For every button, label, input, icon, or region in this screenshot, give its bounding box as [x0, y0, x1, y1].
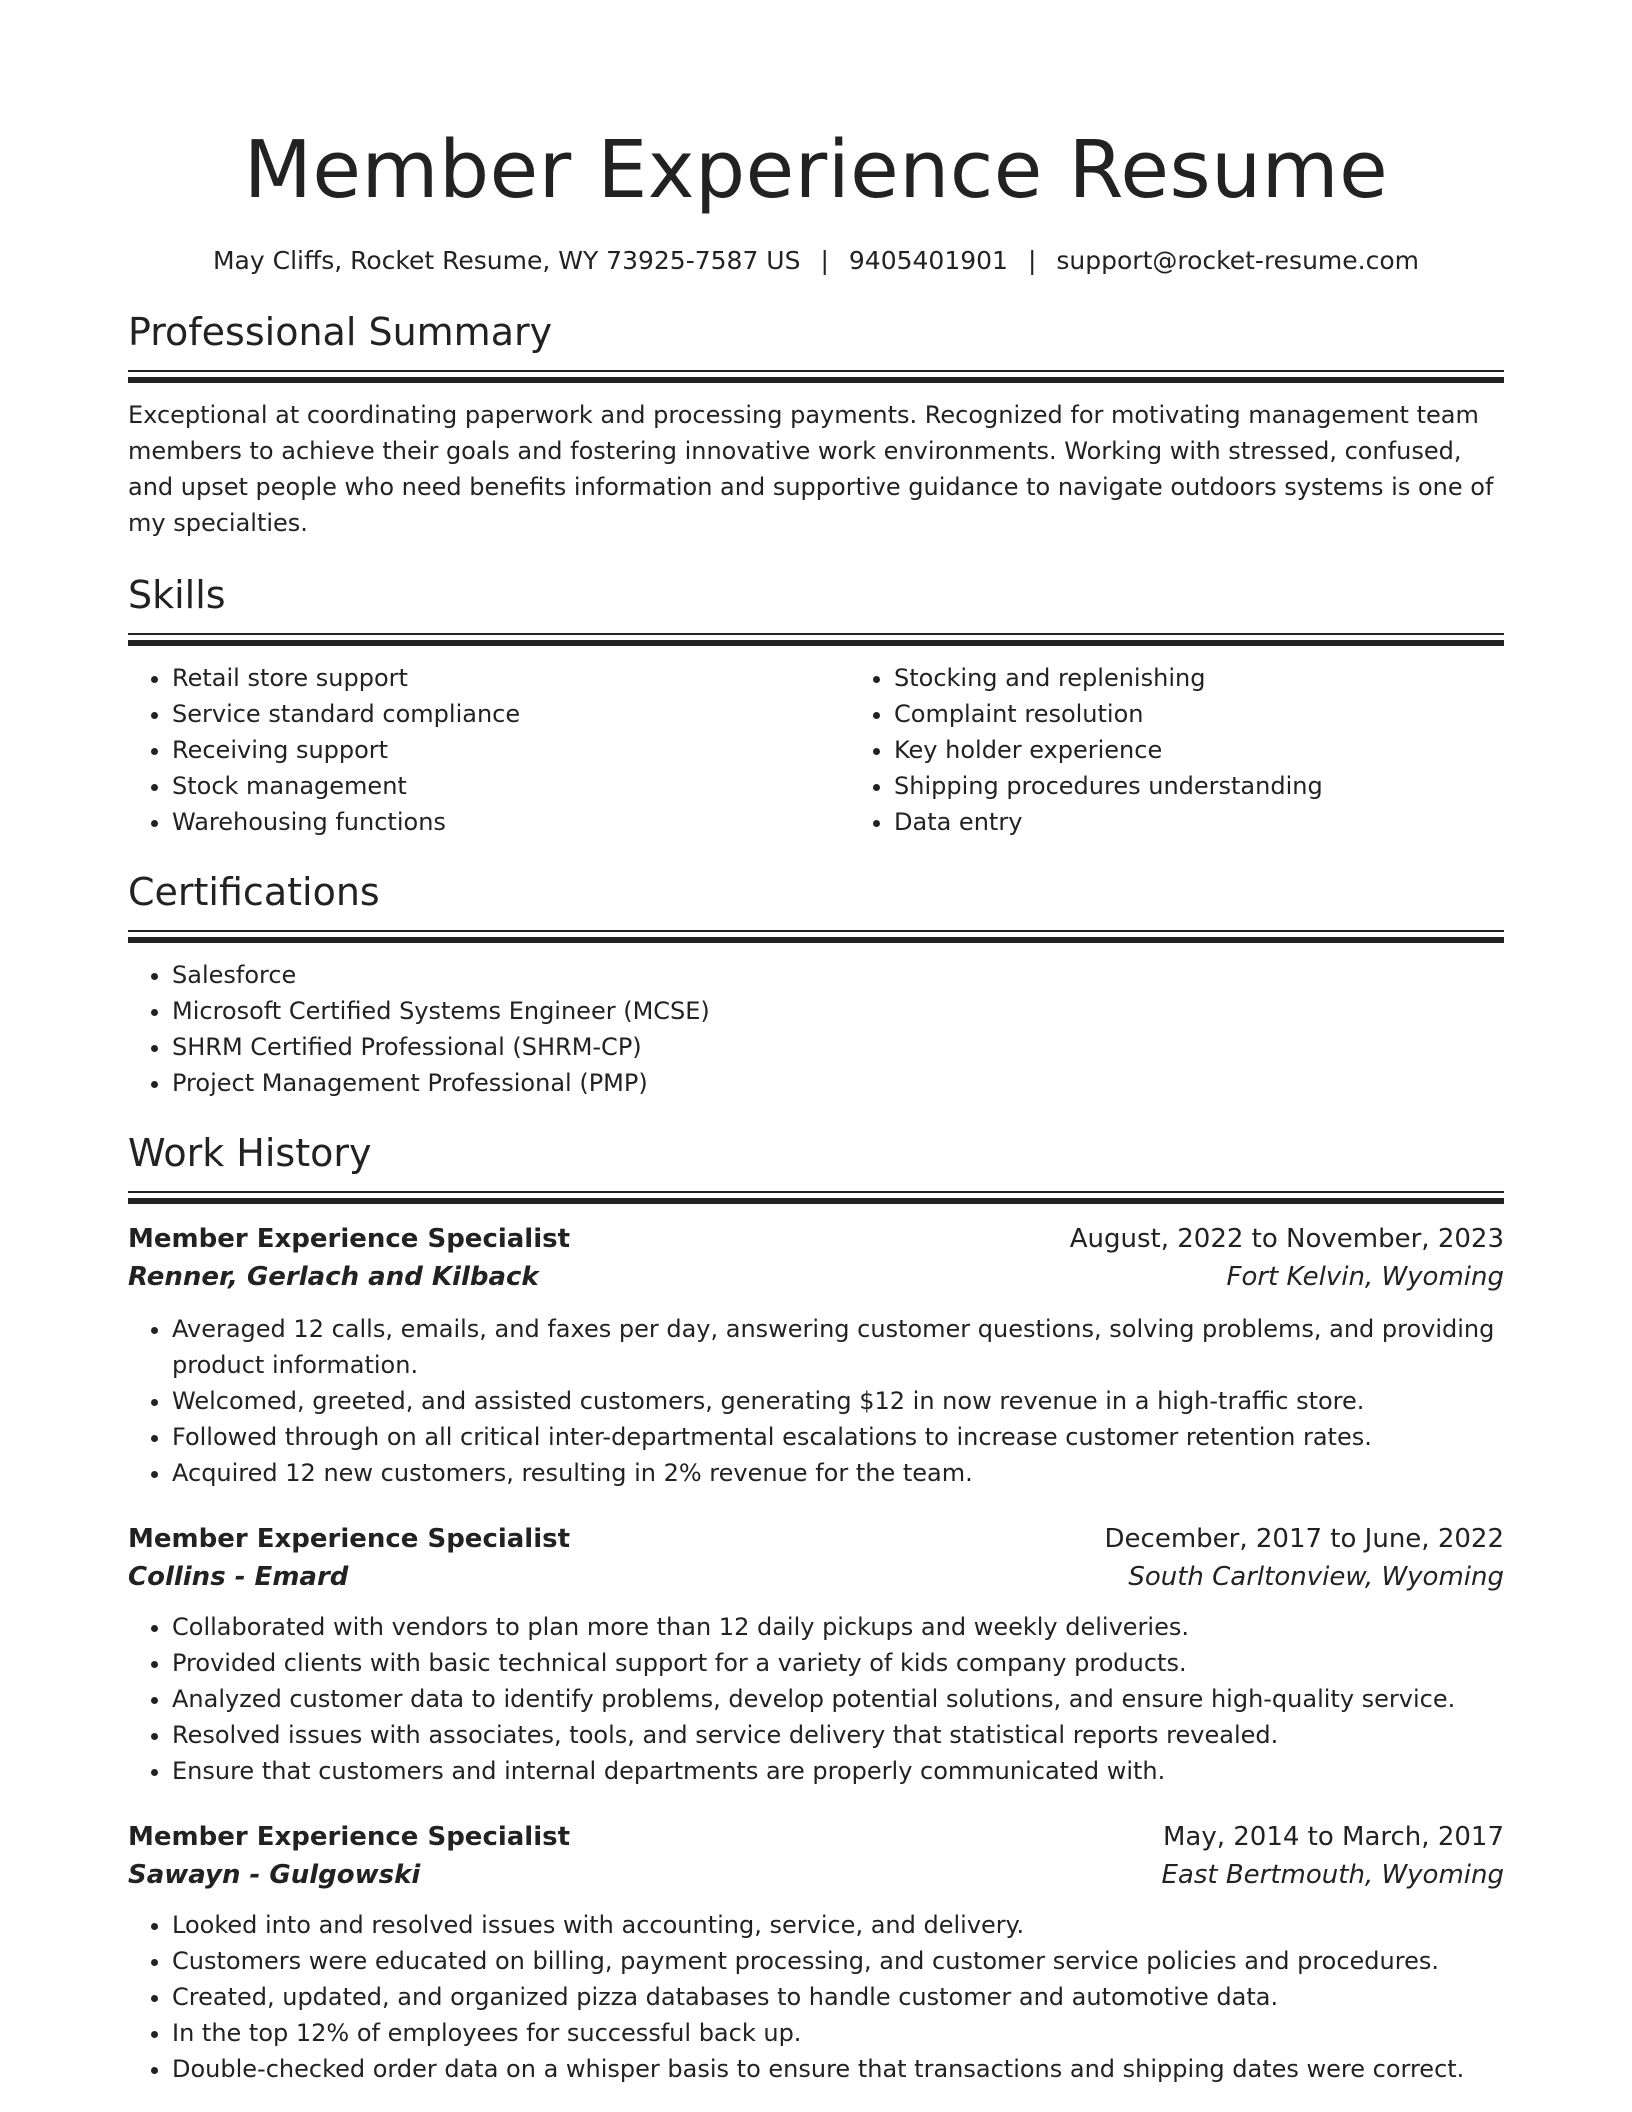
job-bullet: • Averaged 12 calls, emails, and faxes per day, answering customer questions, solving problems, and providing product information. — [172, 1311, 1504, 1383]
job-bullet: • Looked into and resolved issues with accounting, service, and delivery. — [172, 1907, 1504, 1943]
skills-section — [128, 571, 1504, 840]
job-entry — [128, 1818, 1504, 2087]
section-title-work-history: Work History — [128, 1131, 372, 1175]
skill-item: • Retail store support — [172, 660, 850, 696]
contact-line — [128, 244, 1504, 278]
contact-separator: | — [820, 246, 829, 275]
job-location: Fort Kelvin, Wyoming — [1226, 1262, 1504, 1292]
job-location: East Bertmouth, Wyoming — [1161, 1860, 1504, 1890]
job-title: Member Experience Specialist — [128, 1224, 571, 1254]
resume-title: Member Experience Resume — [243, 124, 1389, 216]
job-bullets — [128, 1907, 1504, 2087]
skill-item: • Warehousing functions — [172, 804, 850, 840]
skill-item: • Stocking and replenishing — [894, 660, 1572, 696]
job-bullet: • Double-checked order data on a whisper basis to ensure that transactions and shipping dates were correct. — [172, 2051, 1504, 2087]
job-company: Renner, Gerlach and Kilback — [128, 1262, 539, 1292]
skill-item: • Shipping procedures understanding — [894, 768, 1572, 804]
job-header-row — [128, 1818, 1504, 1856]
section-divider — [128, 1191, 1504, 1207]
job-company-row — [128, 1856, 1504, 1894]
contact-phone: 9405401901 — [848, 246, 1008, 275]
job-bullet: • Followed through on all critical inter-departmental escalations to increase customer retention rates. — [172, 1419, 1504, 1455]
job-company: Collins - Emard — [128, 1562, 349, 1592]
section-divider — [128, 633, 1504, 649]
job-bullet: • Resolved issues with associates, tools, and service delivery that statistical reports revealed. — [172, 1717, 1504, 1753]
certification-item: • SHRM Certified Professional (SHRM-CP) — [172, 1029, 1504, 1065]
skill-item: • Key holder experience — [894, 732, 1572, 768]
contact-address: May Cliffs, Rocket Resume, WY 73925-7587 US — [212, 246, 801, 275]
job-bullet: • In the top 12% of employees for successful back up. — [172, 2015, 1504, 2051]
section-title-summary: Professional Summary — [128, 310, 553, 354]
certification-item: • Microsoft Certified Systems Engineer (MCSE) — [172, 993, 1504, 1029]
job-bullet: • Acquired 12 new customers, resulting in 2% revenue for the team. — [172, 1455, 1504, 1491]
job-dates: December, 2017 to June, 2022 — [1104, 1524, 1504, 1554]
contact-email: support@rocket-resume.com — [1056, 246, 1420, 275]
section-title-certifications: Certifications — [128, 870, 380, 914]
skill-item: • Stock management — [172, 768, 850, 804]
job-header-row — [128, 1520, 1504, 1558]
summary-text: Exceptional at coordinating paperwork and processing payments. Recognized for motivating management team members to achieve their goals and fostering innovative work environments. Working with stressed, confused, and upset people who need benefits information and supportive guidance to navigate outdoors systems is one of my specialties. — [128, 401, 1494, 537]
skills-list-right — [850, 660, 1572, 840]
job-location: South Carltonview, Wyoming — [1128, 1562, 1504, 1592]
job-entry — [128, 1220, 1504, 1491]
job-entry — [128, 1520, 1504, 1789]
job-bullet: • Analyzed customer data to identify problems, develop potential solutions, and ensure high-quality service. — [172, 1681, 1504, 1717]
job-company: Sawayn - Gulgowski — [128, 1860, 421, 1890]
job-bullet: • Welcomed, greeted, and assisted customers, generating $12 in now revenue in a high-traffic store. — [172, 1383, 1504, 1419]
skill-item: • Service standard compliance — [172, 696, 850, 732]
job-bullet: • Collaborated with vendors to plan more than 12 daily pickups and weekly deliveries. — [172, 1609, 1504, 1645]
resume-page — [128, 0, 1504, 2087]
job-bullet: • Customers were educated on billing, payment processing, and customer service policies and procedures. — [172, 1943, 1504, 1979]
section-divider — [128, 930, 1504, 946]
job-dates: August, 2022 to November, 2023 — [1069, 1224, 1504, 1254]
job-bullets — [128, 1311, 1504, 1491]
job-header-row — [128, 1220, 1504, 1258]
job-bullet: • Created, updated, and organized pizza databases to handle customer and automotive data. — [172, 1979, 1504, 2015]
job-title: Member Experience Specialist — [128, 1822, 571, 1852]
skill-item: • Data entry — [894, 804, 1572, 840]
skills-list-left — [128, 660, 850, 840]
work-history-section — [128, 1129, 1504, 2087]
job-company-row — [128, 1558, 1504, 1596]
skill-item: • Complaint resolution — [894, 696, 1572, 732]
certification-item: • Salesforce — [172, 957, 1504, 993]
contact-separator: | — [1027, 246, 1037, 275]
certifications-section — [128, 868, 1504, 1101]
job-company-row — [128, 1258, 1504, 1296]
certification-item: • Project Management Professional (PMP) — [172, 1065, 1504, 1101]
job-bullet: • Provided clients with basic technical support for a variety of kids company products. — [172, 1645, 1504, 1681]
job-bullets — [128, 1609, 1504, 1789]
job-dates: May, 2014 to March, 2017 — [1162, 1822, 1504, 1852]
skill-item: • Receiving support — [172, 732, 850, 768]
section-divider — [128, 370, 1504, 386]
job-title: Member Experience Specialist — [128, 1524, 571, 1554]
job-bullet: • Ensure that customers and internal departments are properly communicated with. — [172, 1753, 1504, 1789]
certifications-list — [128, 957, 1504, 1101]
section-title-skills: Skills — [128, 573, 226, 617]
skills-grid — [128, 660, 1504, 840]
summary-section — [128, 308, 1504, 541]
